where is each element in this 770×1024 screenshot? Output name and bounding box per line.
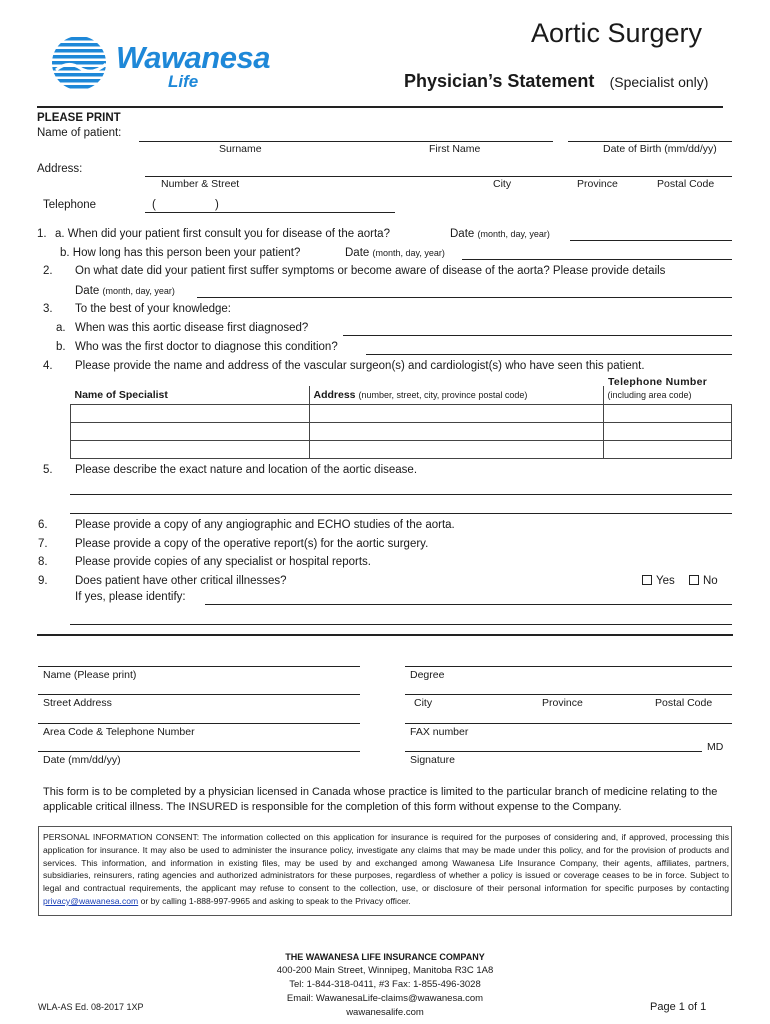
form-title: Aortic Surgery <box>530 18 702 48</box>
street-address-field[interactable] <box>38 694 360 695</box>
table-row <box>71 405 732 423</box>
q1b-text: b. How long has this person been your patient? <box>60 247 301 259</box>
q7-text: Please provide a copy of the operative report(s) for the aortic surgery. <box>75 538 429 550</box>
q2-date-format: (month, day, year) <box>102 286 175 296</box>
q1b-date-field[interactable] <box>462 259 732 260</box>
specialist-name-cell[interactable] <box>71 423 310 441</box>
physician-name-field[interactable] <box>38 666 360 667</box>
q2-number: 2. <box>43 265 53 277</box>
q1b-date-format: (month, day, year) <box>372 248 445 258</box>
q6-number: 6. <box>38 519 48 531</box>
q1b-date-label: Date <box>345 247 370 259</box>
specialist-name-cell[interactable] <box>71 405 310 423</box>
footer-website: wawanesalife.com <box>346 1007 424 1018</box>
signature-field[interactable] <box>405 751 702 752</box>
telephone-close-paren: ) <box>215 199 219 211</box>
q4-number: 4. <box>43 360 53 372</box>
q2-date-label: Date <box>75 285 100 297</box>
specialist-address-cell[interactable] <box>309 423 603 441</box>
q5-text: Please describe the exact nature and location of the aortic disease. <box>75 464 418 476</box>
wave-globe-icon <box>50 34 108 92</box>
q9-identify-label: If yes, please identify: <box>75 591 186 603</box>
q3a-field[interactable] <box>343 335 732 336</box>
q5-field-line1[interactable] <box>70 494 732 495</box>
q6-text: Please provide a copy of any angiographic and ECHO studies of the aorta. <box>75 519 455 531</box>
phone-number-caption: Area Code & Telephone Number <box>43 726 195 738</box>
postal-code-caption: Postal Code <box>657 178 715 190</box>
q9-number: 9. <box>38 575 48 587</box>
q9-identify-field[interactable] <box>205 604 732 605</box>
table-row <box>71 423 732 441</box>
company-logo <box>50 34 270 94</box>
form-subtitle: Physician’s Statement <box>404 71 595 91</box>
date-field[interactable] <box>38 751 360 752</box>
physician-name-caption: Name (Please print) <box>43 669 137 681</box>
q3a-text: When was this aortic disease first diagnosed? <box>75 322 309 334</box>
consent-text-end: or by calling 1-888-997-9965 and asking to speak to the Privacy officer. <box>140 895 411 906</box>
q5-field-line2[interactable] <box>70 513 732 514</box>
footer-email: Email: WawanesaLife-claims@wawanesa.com <box>286 993 484 1004</box>
city-caption: City <box>493 178 512 190</box>
patient-name-label: Name of patient: <box>37 127 122 139</box>
signature-caption: Signature <box>410 754 455 766</box>
specialist-phone-cell[interactable] <box>603 441 732 459</box>
logo-sub: Life <box>168 72 199 91</box>
please-print-label: PLEASE PRINT <box>37 112 121 124</box>
specialist-table-header <box>71 386 732 405</box>
q9-identify-field-line2[interactable] <box>70 624 732 625</box>
privacy-email-link[interactable]: privacy@wawanesa.com <box>43 895 139 906</box>
name-col-header <box>71 386 310 405</box>
q3b-letter: b. <box>56 341 66 353</box>
name-col-header-text: Name of Specialist <box>74 389 168 401</box>
physician-postal-caption: Postal Code <box>655 697 713 709</box>
fax-number-field[interactable] <box>405 723 732 724</box>
phone-col-header: Telephone Number <box>608 376 708 388</box>
q2-text: On what date did your patient first suffer symptoms or become aware of disease of the aorta? Please provide details <box>75 265 666 277</box>
degree-caption: Degree <box>410 669 445 681</box>
surname-caption: Surname <box>219 143 262 155</box>
surname-field[interactable] <box>139 141 553 142</box>
address-col-header <box>309 386 603 405</box>
q8-text: Please provide copies of any specialist or hospital reports. <box>75 556 371 568</box>
section-divider <box>37 634 733 636</box>
specialist-address-cell[interactable] <box>309 441 603 459</box>
logo-word: Wawanesa <box>116 40 270 75</box>
personal-information-consent <box>38 826 732 916</box>
footer-address: 400-200 Main Street, Winnipeg, Manitoba R3C 1A8 <box>276 965 494 976</box>
q1a-date-format: (month, day, year) <box>477 229 550 239</box>
form-subtitle-note: (Specialist only) <box>609 74 709 90</box>
first-name-caption: First Name <box>429 143 481 155</box>
q5-number: 5. <box>43 464 53 476</box>
phone-col-note: (including area code) <box>607 390 692 400</box>
page-number: Page 1 of 1 <box>650 1001 707 1013</box>
q3-text: To the best of your knowledge: <box>75 303 231 315</box>
q9-text: Does patient have other critical illnesses? <box>75 575 287 587</box>
address-col-note: (number, street, city, province postal code) <box>358 390 528 400</box>
phone-number-field[interactable] <box>38 723 360 724</box>
telephone-open-paren: ( <box>152 199 156 211</box>
specialist-address-cell[interactable] <box>309 405 603 423</box>
footer-phones: Tel: 1-844-318-0411, #3 Fax: 1-855-496-3028 <box>289 979 481 990</box>
q2-date-row <box>75 285 175 297</box>
address-field[interactable] <box>145 176 732 177</box>
q1-number: 1. <box>37 228 47 240</box>
physician-city-caption: City <box>414 697 433 709</box>
q3b-field[interactable] <box>366 354 732 355</box>
address-col-header-text: Address <box>313 389 356 401</box>
form-code: WLA-AS Ed. 08-2017 1XP <box>38 1002 144 1012</box>
q1b-date-row <box>345 247 445 259</box>
q3b-text: Who was the first doctor to diagnose this condition? <box>75 341 338 353</box>
city-province-postal-field[interactable] <box>405 694 732 695</box>
no-label: No <box>703 575 718 587</box>
dob-field[interactable] <box>568 141 732 142</box>
footer-company-name: THE WAWANESA LIFE INSURANCE COMPANY <box>285 952 485 962</box>
specialist-name-cell[interactable] <box>71 441 310 459</box>
telephone-label: Telephone <box>43 199 97 211</box>
q1a-text: a. When did your patient first consult you for disease of the aorta? <box>55 228 390 240</box>
fax-number-caption: FAX number <box>410 726 469 738</box>
licensing-notice: This form is to be completed by a physician licensed in Canada whose practice is limited to the particular branch of medicine relating to the applicable critical illness. The INSURED is responsible for the completion of this form without expense to the Company. <box>43 786 718 813</box>
q1a-date-label: Date <box>450 228 475 240</box>
dob-caption: Date of Birth (mm/dd/yy) <box>603 143 717 155</box>
number-street-caption: Number & Street <box>161 178 240 190</box>
province-caption: Province <box>577 178 618 190</box>
telephone-field[interactable] <box>145 212 395 213</box>
yes-label: Yes <box>656 575 675 587</box>
specialist-table <box>70 386 732 459</box>
specialist-phone-cell[interactable] <box>603 423 732 441</box>
q9-yes-option[interactable] <box>642 575 675 587</box>
q7-number: 7. <box>38 538 48 550</box>
degree-field[interactable] <box>405 666 732 667</box>
yes-checkbox[interactable] <box>642 575 652 585</box>
specialist-phone-cell[interactable] <box>603 405 732 423</box>
header-rule <box>37 106 723 108</box>
date-caption: Date (mm/dd/yy) <box>43 754 121 766</box>
physician-province-caption: Province <box>542 697 583 709</box>
md-label: MD <box>707 741 724 753</box>
table-row <box>71 441 732 459</box>
consent-text: PERSONAL INFORMATION CONSENT: The information collected on this application for insurance is required for the purposes of considering and, if approved, processing this application for insurance. It may also be used to administer the insurance policy, investigate any claims that may be made under this policy, and for the provision of products and services. This information, and information in existing files, may be used by and exchanged among Wawanesa Life Insurance Company, their agents, affiliates, partners, subsidiaries, reinsurers, rating agencies and authorized administrators for these purposes, regardless of whether a policy is issued or coverage ceases to be in force. Subject to legal and contractual requirements, the applicant may refuse to consent to the collection, use, or disclosure of their personal information for specific purposes by contacting <box>43 832 729 894</box>
q2-date-field[interactable] <box>197 297 732 298</box>
no-checkbox[interactable] <box>689 575 699 585</box>
q3-number: 3. <box>43 303 53 315</box>
q9-no-option[interactable] <box>689 575 718 587</box>
q3a-letter: a. <box>56 322 66 334</box>
street-address-caption: Street Address <box>43 697 112 709</box>
q1a-date-row <box>450 228 550 240</box>
q1a-date-field[interactable] <box>570 240 732 241</box>
q8-number: 8. <box>38 556 48 568</box>
q4-text: Please provide the name and address of the vascular surgeon(s) and cardiologist(s) who have seen this patient. <box>75 360 645 372</box>
form-subtitle-row <box>404 71 708 92</box>
phone-col-subheader <box>603 386 732 405</box>
address-label: Address: <box>37 163 83 175</box>
